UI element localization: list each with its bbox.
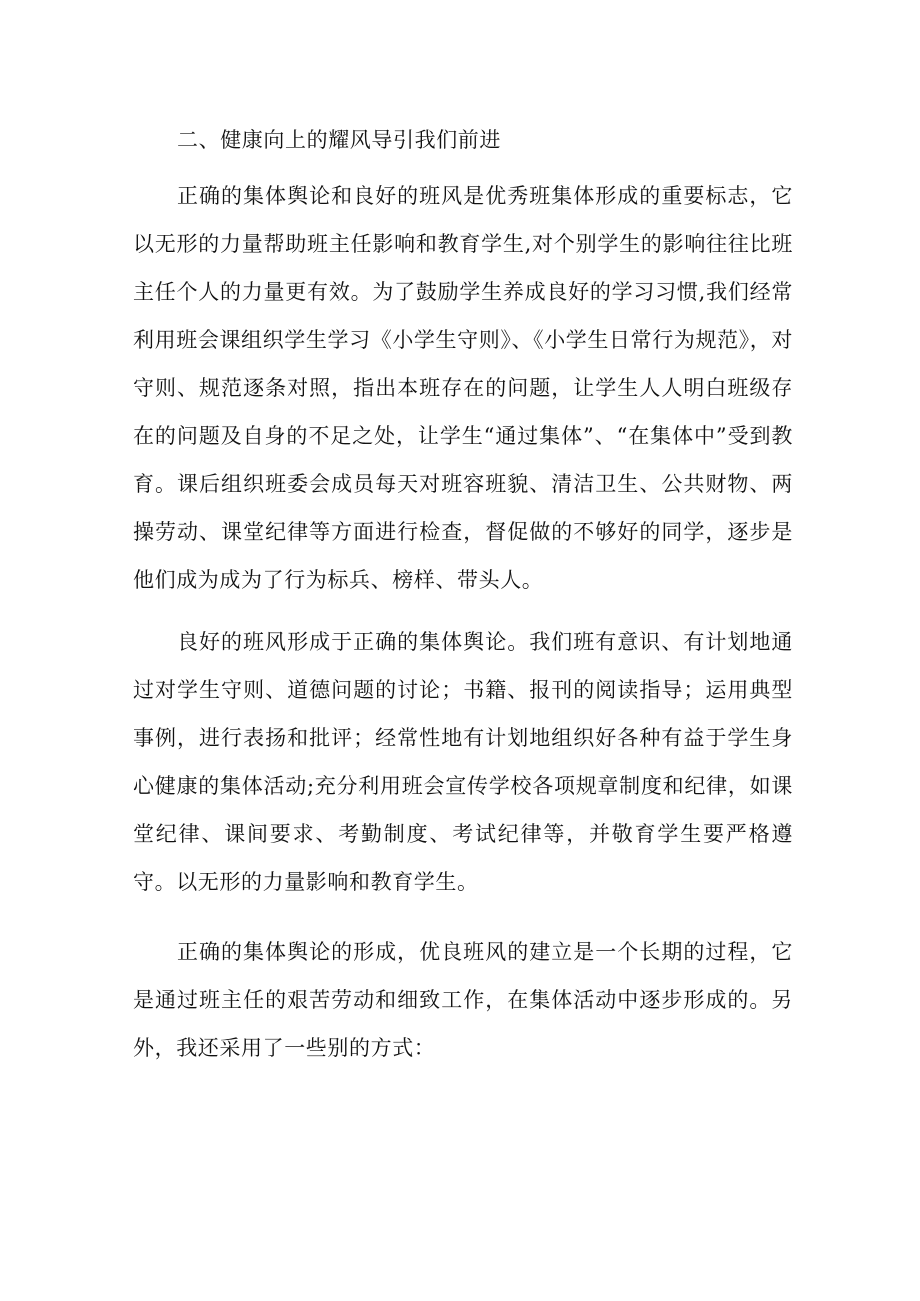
paragraph-long-process: 正确的集体舆论的形成，优良班风的建立是一个长期的过程，它是通过班主任的艰苦劳动和细致工作，在集体活动中逐步形成的。另外，我还采用了一些别的方式： (133, 940, 793, 1060)
section-heading: 二、健康向上的耀风导引我们前进 (177, 128, 501, 152)
document-body (133, 116, 793, 1072)
paragraph-public-opinion: 良好的班风形成于正确的集体舆论。我们班有意识、有计划地通过对学生守则、道德问题的讨论；书籍、报刊的阅读指导；运用典型事例，进行表扬和批评；经常性地有计划地组织好各种有益于学生身心健康的集体活动;充分利用班会宣传学校各项规章制度和纪律，如课堂纪律、课间要求、考勤制度、考试纪律等，并敬育学生要严格遵守。以无形的力量影响和教育学生。 (133, 630, 793, 894)
paragraph-class-atmosphere: 正确的集体舆论和良好的班风是优秀班集体形成的重要标志，它以无形的力量帮助班主任影响和教育学生,对个别学生的影响往往比班主任个人的力量更有效。为了鼓励学生养成良好的学习习惯,我们经常利用班会课组织学生学习《小学生守则》、《小学生日常行为规范》，对守则、规范逐条对照，指出本班存在的问题，让学生人人明白班级存在的问题及自身的不足之处，让学生“通过集体”、“在集体中”受到教育。课后组织班委会成员每天对班容班貌、清洁卫生、公共财物、两操劳动、课堂纪律等方面进行检查，督促做的不够好的同学，逐步是他们成为成为了行为标兵、榜样、带头人。 (133, 184, 793, 592)
